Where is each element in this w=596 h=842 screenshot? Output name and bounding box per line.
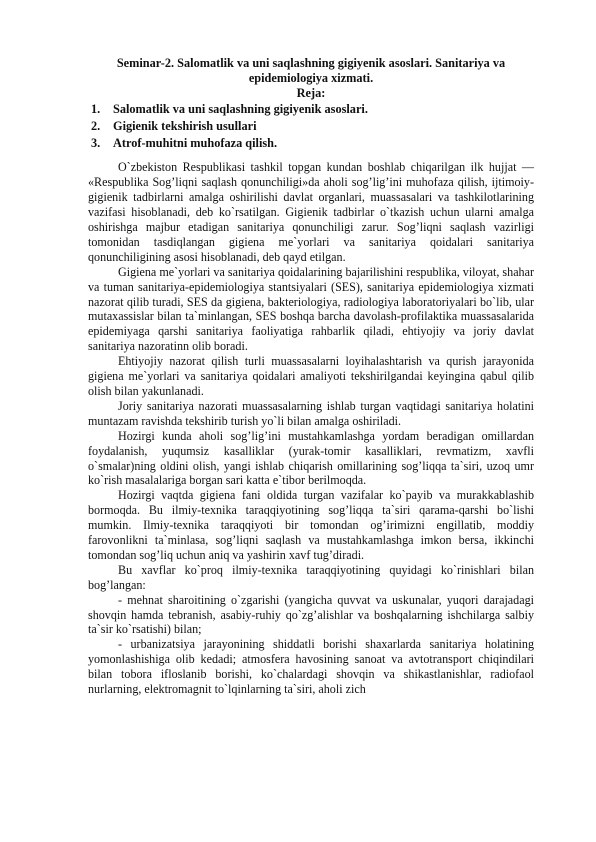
plan-item-number: 1. [91,102,101,116]
body-paragraph: - mehnat sharoitining o`zgarishi (yangicha quvvat va uskunalar, yuqori darajadagi shovqin hamda tebranish, asabiy-ruhiy qo`zg’alishlar va boshqalarning ishchilarga salbiy ta`sir ko`rsatishi) bilan; [88,592,534,637]
plan-item-number: 3. [91,135,101,150]
body-paragraph: Ehtiyojiy nazorat qilish turli muassasalarni loyihalashtarish va qurish jarayonida gigiena me`yorlari va sanitariya qoidalari amaliyoti tekshirilgandai keyingina qabul qilib olish bilan yakunlanadi. [88,354,534,398]
body-paragraph: Hozirgi kunda aholi sog’lig’ini mustahkamlashga yordam beradigan omillardan foydalanish, yuqumsiz kasalliklar (yurak-tomir kasalliklari, revmatizm, xavfli o`smalar)ning oldini olish, yangi ishlab chiqarish omillarining sog’liqqa ta`siri, uzoq umr ko`rish masalalariga borgan sari katta e`tibor berilmoqda. [88,428,534,488]
plan-heading: Reja: [296,86,326,100]
body-paragraph: - urbanizatsiya jarayonining shiddatli borishi shaxarlarda sanitariya holatining yomonlashishiga olib kedadi; atmosfera havosining sanoat va avtotransport chiqindilari bilan tobora ifloslanib borishi, ko`chalardagi shovqin va shikastlanishlar, radiofaol nurlarning, elektromagnit to`lqinlarning ta`siri, aholi zich [88,637,534,697]
page-title: Seminar-2. Salomatlik va uni saqlashning gigiyenik asoslari. Sanitariya va epidemiologiya xizmati. [116,56,506,85]
plan-item-text: Gigienik tekshirish usullari [113,118,257,133]
body-paragraph: Gigiena me`yorlari va sanitariya qoidalarining bajarilishini respublika, viloyat, shahar va tuman sanitariya-epidemiologiya stantsiyalari (SES), sanitariya epidemiologiya xizmati nazorat qilib turadi, SES da gigiena, bakteriologiya, radiologiya laboratoriyalari bo`lib, ular mutaxassislar bilan ta`minlangan, SES boshqa barcha davolash-profilaktika muassasalarida epidemiyaga qarshi sanitariya faoliyatiga rahbarlik qiladi, ehtiyojiy va joriy davlat sanitariya nazoratinn olib boradi. [88,264,534,354]
plan-item [88,135,534,152]
body-paragraph: Joriy sanitariya nazorati muassasalarning ishlab turgan vaqtidagi sanitariya holatini muntazam ravishda tekshirib turish yo`li bilan amalga oshiriladi. [88,398,534,428]
body-paragraph: O`zbekiston Respublikasi tashkil topgan kundan boshlab chiqarilgan ilk hujjat — «Respublika Sog’liqni saqlash qonunchiligi»da aholi sog’lig’ini muhofaza qilish, ijtimoiy-gigienik tadbirlarni amalga oshirilishi davlat organlari, muassasalari va tashkilotlarining vazifasi hisoblanadi, deb ko`rsatilgan. Gigienik tadbirlar o`tkazish uchun ularni amalga oshirishga majbur etadigan sanitariya qonunchiligi zarur. Sog’liqni saqlash vazirligi tomonidan tasdiqlangan gigiena me`yorlari va sanitariya qoidalari sanitariya qonunchiligining asosi hisoblanadi, deb qayd etilgan. [88,160,534,264]
plan-item [88,118,534,135]
plan-list [88,101,534,151]
body-paragraph: Hozirgi vaqtda gigiena fani oldida turgan vazifalar ko`payib va murakkablashib bormoqda. Bu ilmiy-texnika taraqqiyotining sog’liqqa ta`siri qarama-qarshi bo`lishi mumkin. Ilmiy-texnika taraqqiyoti bir tomondan og’irimizni engillatib, moddiy farovonlikni ta`minlasa, sog’liqni saqlash va mustahkamlashga imkon bersa, ikkinchi tomondan sog’liq uchun aniq va yashirin xavf tug’diradi. [88,488,534,562]
plan-item [88,101,534,118]
plan-item-text: Salomatlik va uni saqlashning gigiyenik asoslari. [113,102,368,116]
plan-item-number: 2. [91,118,101,133]
body-paragraph: Bu xavflar ko`proq ilmiy-texnika taraqqiyotining quyidagi ko`rinishlari bilan bog’langan: [88,562,534,592]
plan-item-text: Atrof-muhitni muhofaza qilish. [113,135,278,150]
